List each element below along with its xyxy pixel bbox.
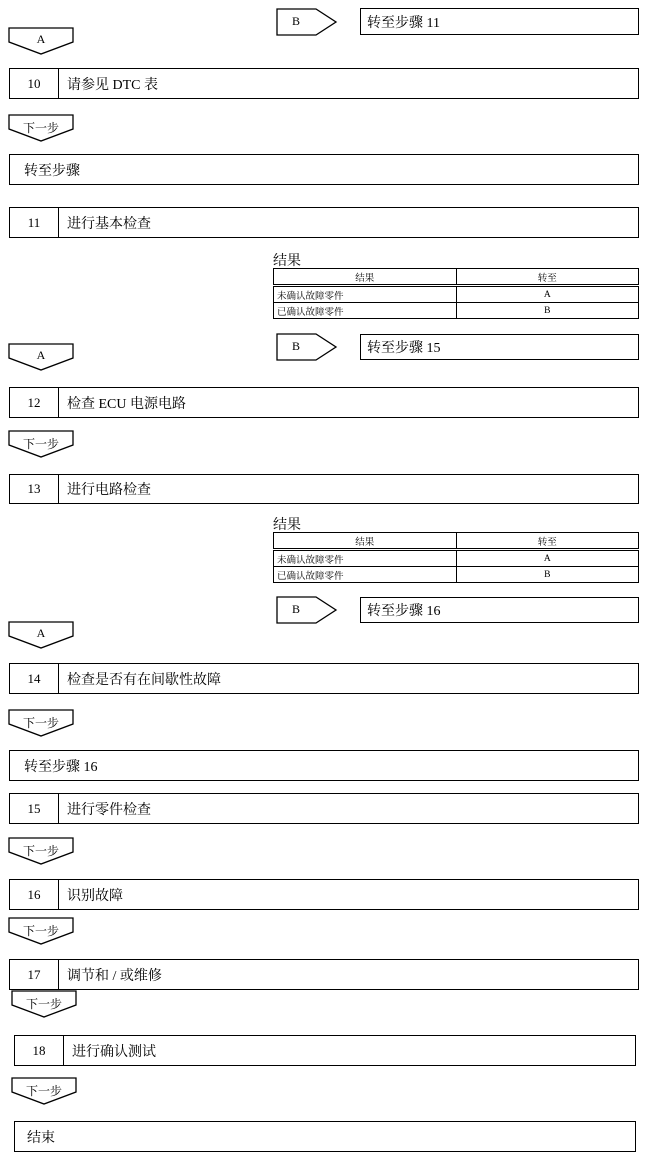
goto-step-11-text: 转至步骤 11: [367, 15, 440, 31]
goto-step-16-box: [9, 750, 639, 781]
branch-b-arrow: [276, 333, 338, 361]
branch-a-arrow: [8, 343, 74, 371]
step-15-box: [9, 793, 639, 824]
end-label: 结束: [27, 1130, 55, 1146]
step-title: 进行电路检查: [67, 483, 151, 498]
result-table: [273, 268, 639, 319]
goto-header: 转至: [456, 533, 639, 550]
step-title: 检查是否有在间歇性故障: [67, 672, 221, 688]
step-number: 16: [10, 880, 59, 909]
step-title: 识别故障: [67, 888, 123, 904]
step-number: 15: [10, 794, 59, 823]
goto-step-16-box: [360, 597, 639, 623]
step-number: 11: [10, 208, 59, 237]
result-cell: 未确认故障零件: [274, 286, 457, 303]
branch-b-label: B: [291, 602, 300, 616]
goto-cell: B: [456, 567, 639, 583]
end-box: [14, 1121, 636, 1152]
branch-b-label: B: [291, 14, 300, 28]
step-number: 18: [15, 1036, 64, 1065]
step-number: 17: [10, 960, 59, 989]
next-label: 下一步: [22, 924, 59, 938]
goto-cell: A: [456, 550, 639, 567]
table-row: [274, 567, 639, 583]
next-label: 下一步: [22, 844, 59, 858]
result-title: 结果: [273, 518, 301, 533]
step-title: 请参见 DTC 表: [67, 77, 158, 93]
table-row: [274, 303, 639, 319]
step-17-box: [9, 959, 639, 990]
step-18-box: [14, 1035, 636, 1066]
next-arrow: [8, 430, 74, 458]
next-arrow: [11, 990, 77, 1018]
step-title: 进行基本检查: [67, 216, 151, 232]
step-number: 10: [10, 69, 59, 98]
step-number: 13: [10, 475, 59, 503]
next-label: 下一步: [25, 1084, 62, 1098]
branch-b-arrow: [276, 8, 338, 36]
table-row: [274, 286, 639, 303]
result-cell: 已确认故障零件: [274, 567, 457, 583]
next-arrow: [8, 114, 74, 142]
step-12-box: [9, 387, 639, 418]
step-10-box: [9, 68, 639, 99]
next-arrow: [8, 917, 74, 945]
result-title: 结果: [273, 254, 301, 269]
next-label: 下一步: [22, 121, 59, 135]
next-arrow: [8, 837, 74, 865]
branch-a-label: A: [36, 626, 46, 640]
branch-b-arrow: [276, 596, 338, 624]
next-arrow: [11, 1077, 77, 1105]
goto-step-box: [9, 154, 639, 185]
step-13-box: [9, 474, 639, 504]
step-number: 14: [10, 664, 59, 693]
result-cell: 未确认故障零件: [274, 550, 457, 567]
goto-header: 转至: [456, 269, 639, 286]
result-cell: 已确认故障零件: [274, 303, 457, 319]
goto-step-16-text: 转至步骤 16: [367, 604, 441, 619]
next-label: 下一步: [22, 716, 59, 730]
step-title: 调节和 / 或维修: [67, 968, 162, 984]
branch-a-label: A: [36, 32, 46, 46]
step-title: 检查 ECU 电源电路: [67, 396, 186, 412]
goto-step-15-box: [360, 334, 639, 360]
result-table: [273, 532, 639, 583]
next-label: 下一步: [22, 437, 59, 451]
goto-step-15-text: 转至步骤 15: [367, 341, 441, 356]
step-number: 12: [10, 388, 59, 417]
step-11-box: [9, 207, 639, 238]
branch-a-label: A: [36, 348, 46, 362]
goto-step-11-box: [360, 8, 639, 35]
result-header: 结果: [274, 533, 457, 550]
branch-a-arrow: [8, 621, 74, 649]
goto-cell: A: [456, 286, 639, 303]
branch-b-label: B: [291, 339, 300, 353]
branch-a-arrow: [8, 27, 74, 55]
goto-step-text: 转至步骤: [24, 163, 80, 179]
next-label: 下一步: [25, 997, 62, 1011]
result-header: 结果: [274, 269, 457, 286]
step-title: 进行确认测试: [72, 1044, 156, 1060]
goto-cell: B: [456, 303, 639, 319]
step-title: 进行零件检查: [67, 802, 151, 818]
goto-step-16-text: 转至步骤 16: [24, 759, 98, 775]
next-arrow: [8, 709, 74, 737]
step-16-box: [9, 879, 639, 910]
table-row: [274, 550, 639, 567]
step-14-box: [9, 663, 639, 694]
